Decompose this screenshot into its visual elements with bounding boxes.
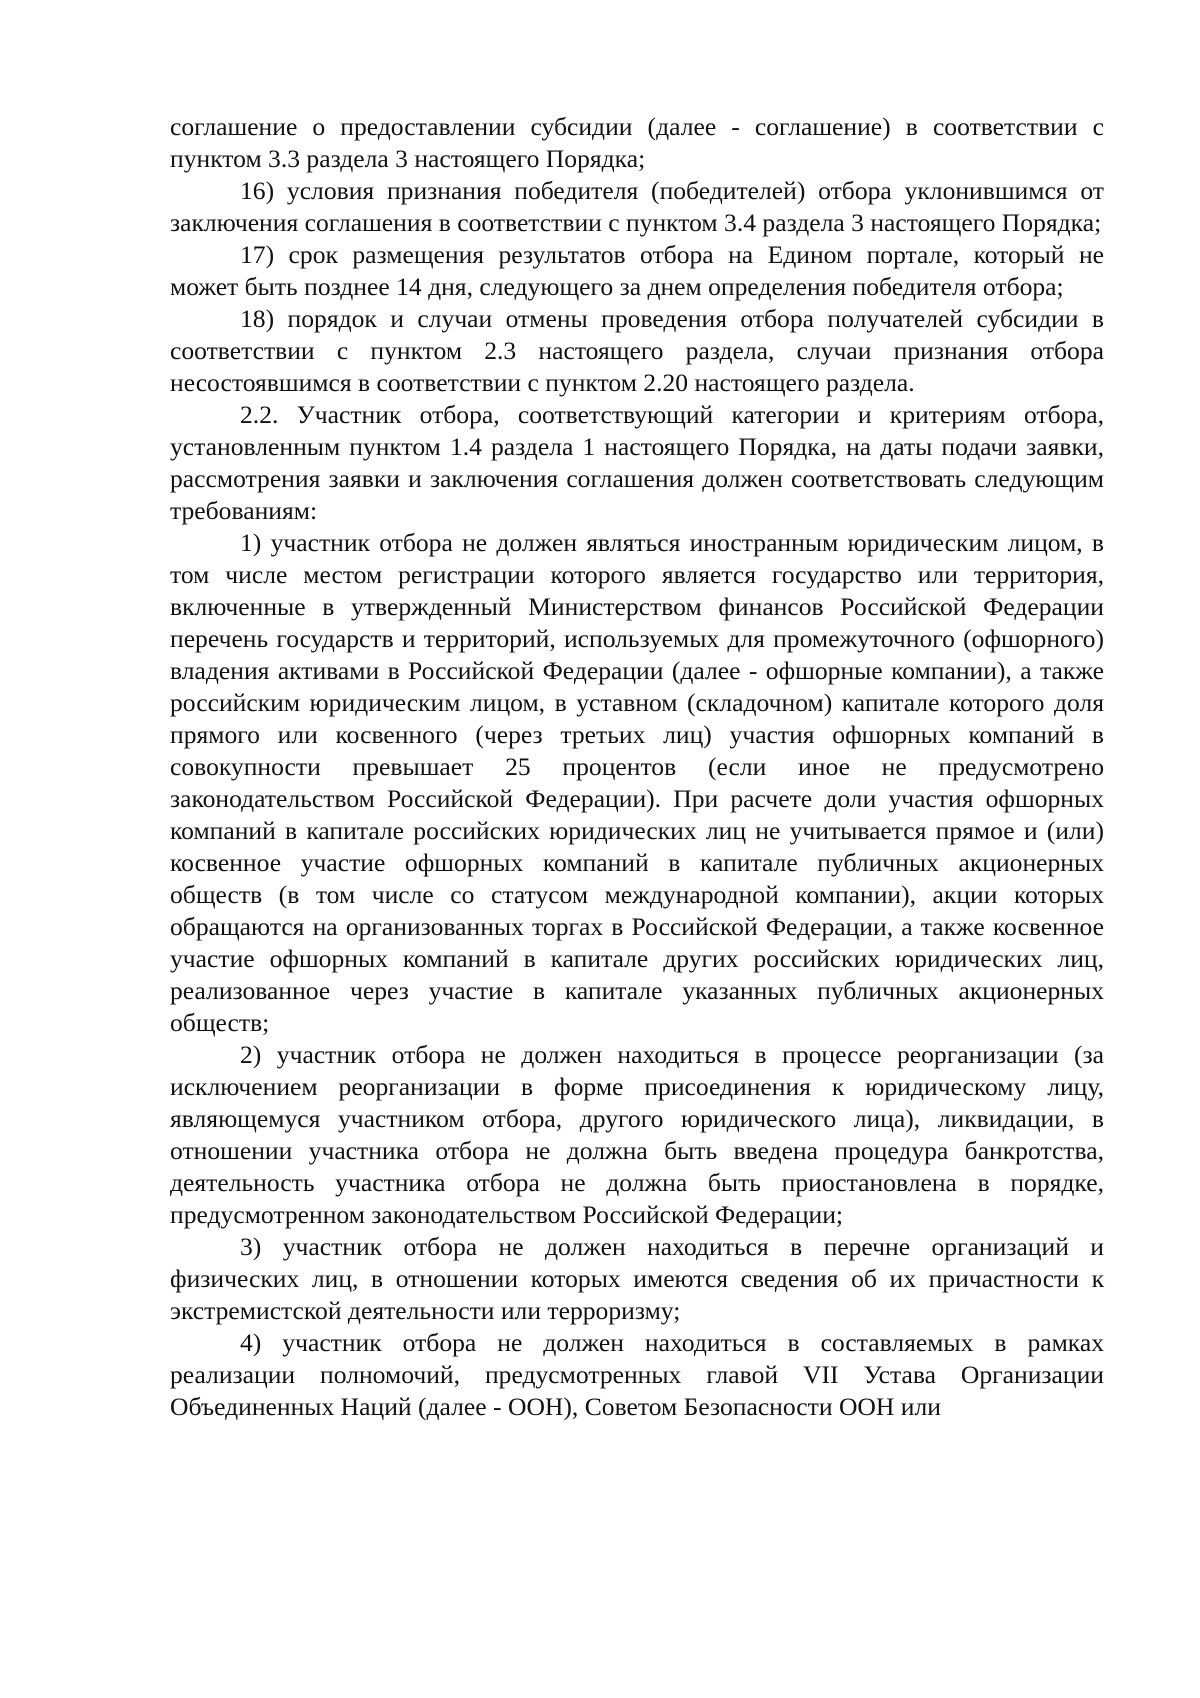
paragraph-requirement-3: 3) участник отбора не должен находиться в перечне организаций и физических лиц, в отношении которых имеются сведения об их причастности к экстремистской деятельности или терроризму; [170,1232,1104,1325]
paragraph-item-17: 17) срок размещения результатов отбора на Едином портале, который не может быть позднее 14 дня, следующего за днем определения победителя отбора; [170,240,1104,301]
paragraph-requirement-2: 2) участник отбора не должен находиться в процессе реорганизации (за исключением реорганизации в форме присоединения к юридическому лицу, являющемуся участником отбора, другого юридического лица), ликвидации, в отношении участника отбора не должна быть введена процедура банкротства, деятельность участника отбора не должна быть приостановлена в порядке, предусмотренном законодательством Российской Федерации; [170,1040,1104,1229]
paragraph-requirement-1: 1) участник отбора не должен являться иностранным юридическим лицом, в том числе местом регистрации которого является государство или территория, включенные в утвержденный Министерством финансов Российской Федерации перечень государств и территорий, используемых для промежуточного (офшорного) владения активами в Российской Федерации (далее - офшорные компании), а также российским юридическим лицом, в уставном (складочном) капитале которого доля прямого или косвенного (через третьих лиц) участия офшорных компаний в совокупности превышает 25 процентов (если иное не предусмотрено законодательством Российской Федерации). При расчете доли участия офшорных компаний в капитале российских юридических лиц не учитывается прямое и (или) косвенное участие офшорных компаний в капитале публичных акционерных обществ (в том числе со статусом международной компании), акции которых обращаются на организованных торгах в Российской Федерации, а также косвенное участие офшорных компаний в капитале других российских юридических лиц, реализованное через участие в капитале указанных публичных акционерных обществ; [170,528,1104,1037]
paragraph-agreement-continuation: соглашение о предоставлении субсидии (далее - соглашение) в соответствии с пунктом 3.3 раздела 3 настоящего Порядка; [170,112,1104,173]
paragraph-item-18: 18) порядок и случаи отмены проведения отбора получателей субсидии в соответствии с пунктом 2.3 настоящего раздела, случаи признания отбора несостоявшимся в соответствии с пунктом 2.20 настоящего раздела. [170,304,1104,397]
document-page [170,111,1104,1423]
paragraph-section-2-2: 2.2. Участник отбора, соответствующий категории и критериям отбора, установленным пунктом 1.4 раздела 1 настоящего Порядка, на даты подачи заявки, рассмотрения заявки и заключения соглашения должен соответствовать следующим требованиям: [170,400,1104,525]
paragraph-item-16: 16) условия признания победителя (победителей) отбора уклонившимся от заключения соглашения в соответствии с пунктом 3.4 раздела 3 настоящего Порядка; [170,176,1104,237]
paragraph-requirement-4: 4) участник отбора не должен находиться в составляемых в рамках реализации полномочий, предусмотренных главой VII Устава Организации Объединенных Наций (далее - ООН), Советом Безопасности ООН или [170,1328,1104,1421]
